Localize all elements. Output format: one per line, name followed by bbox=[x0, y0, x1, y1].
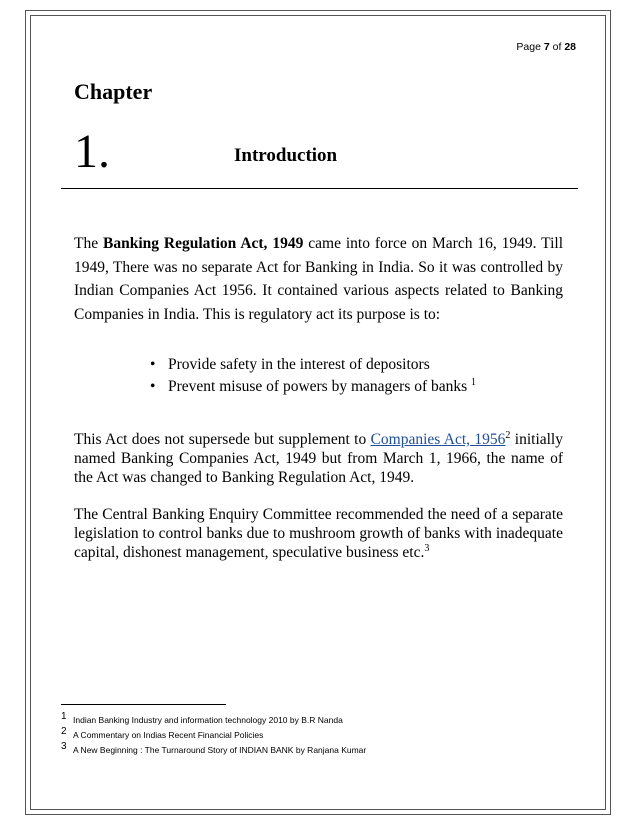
page-border-inner bbox=[30, 15, 606, 810]
purpose-list bbox=[150, 354, 570, 398]
page-prefix: Page bbox=[516, 41, 541, 53]
footnote-item: $^2$ A Commentary on Indias Recent Financial Policies bbox=[61, 726, 264, 740]
committee-paragraph bbox=[74, 505, 563, 562]
chapter-title: Introduction bbox=[234, 145, 338, 166]
footnote-separator bbox=[61, 704, 226, 705]
intro-paragraph bbox=[74, 232, 563, 326]
companies-act-link[interactable]: Companies Act, 1956 bbox=[370, 431, 506, 448]
bullet-icon: • bbox=[150, 356, 156, 373]
supplement-paragraph bbox=[74, 430, 563, 487]
page-current: 7 bbox=[543, 41, 550, 53]
footnote-ref: 2 bbox=[505, 429, 511, 441]
list-item bbox=[150, 354, 570, 376]
act-name: Banking Regulation Act, 1949 bbox=[103, 235, 304, 252]
chapter-number: 1. bbox=[74, 125, 110, 178]
supplement-pre: This Act does not supersede but supplement to bbox=[74, 431, 371, 448]
bullet-icon: • bbox=[150, 378, 156, 395]
footnotes bbox=[61, 713, 581, 758]
footnote-text: A New Beginning : The Turnaround Story of INDIAN BANK by Ranjana Kumar bbox=[73, 745, 367, 755]
footnote-text: A Commentary on Indias Recent Financial Policies bbox=[73, 730, 264, 740]
list-item-text: Prevent misuse of powers by managers of banks bbox=[168, 378, 472, 395]
page-total: 28 bbox=[564, 41, 576, 53]
list-item-text: Provide safety in the interest of depositors bbox=[168, 356, 430, 373]
intro-post: came into force on March 16, 1949. Till 1949, There was no separate Act for Banking in India. So it was controlled by Indian Companies Act 1956. It contained various aspects related to Banking Companies in India. This is regulatory act its purpose is to: bbox=[74, 235, 563, 323]
page-number bbox=[516, 41, 576, 53]
footnote-ref: 1 bbox=[471, 376, 477, 388]
intro-pre: The bbox=[74, 235, 104, 252]
footnote-item: $^1$ Indian Banking Industry and information technology 2010 by B.R Nanda bbox=[61, 711, 343, 725]
list-item bbox=[150, 376, 570, 398]
committee-text: The Central Banking Enquiry Committee recommended the need of a separate legislation to control banks due to mushroom growth of banks with inadequate capital, dishonest management, speculative business etc. bbox=[74, 506, 563, 561]
chapter-divider bbox=[61, 188, 578, 189]
footnote-item: $^3$ A New Beginning : The Turnaround Story of INDIAN BANK by Ranjana Kumar bbox=[61, 741, 367, 755]
footnote-text: Indian Banking Industry and information technology 2010 by B.R Nanda bbox=[73, 715, 343, 725]
chapter-label: Chapter bbox=[74, 79, 153, 104]
footnote-ref: 3 bbox=[424, 542, 430, 554]
page-of: of bbox=[552, 41, 562, 53]
supplement-post: initially named Banking Companies Act, 1949 but from March 1, 1966, the name of the Act was changed to Banking Regulation Act, 1949. bbox=[74, 431, 563, 486]
